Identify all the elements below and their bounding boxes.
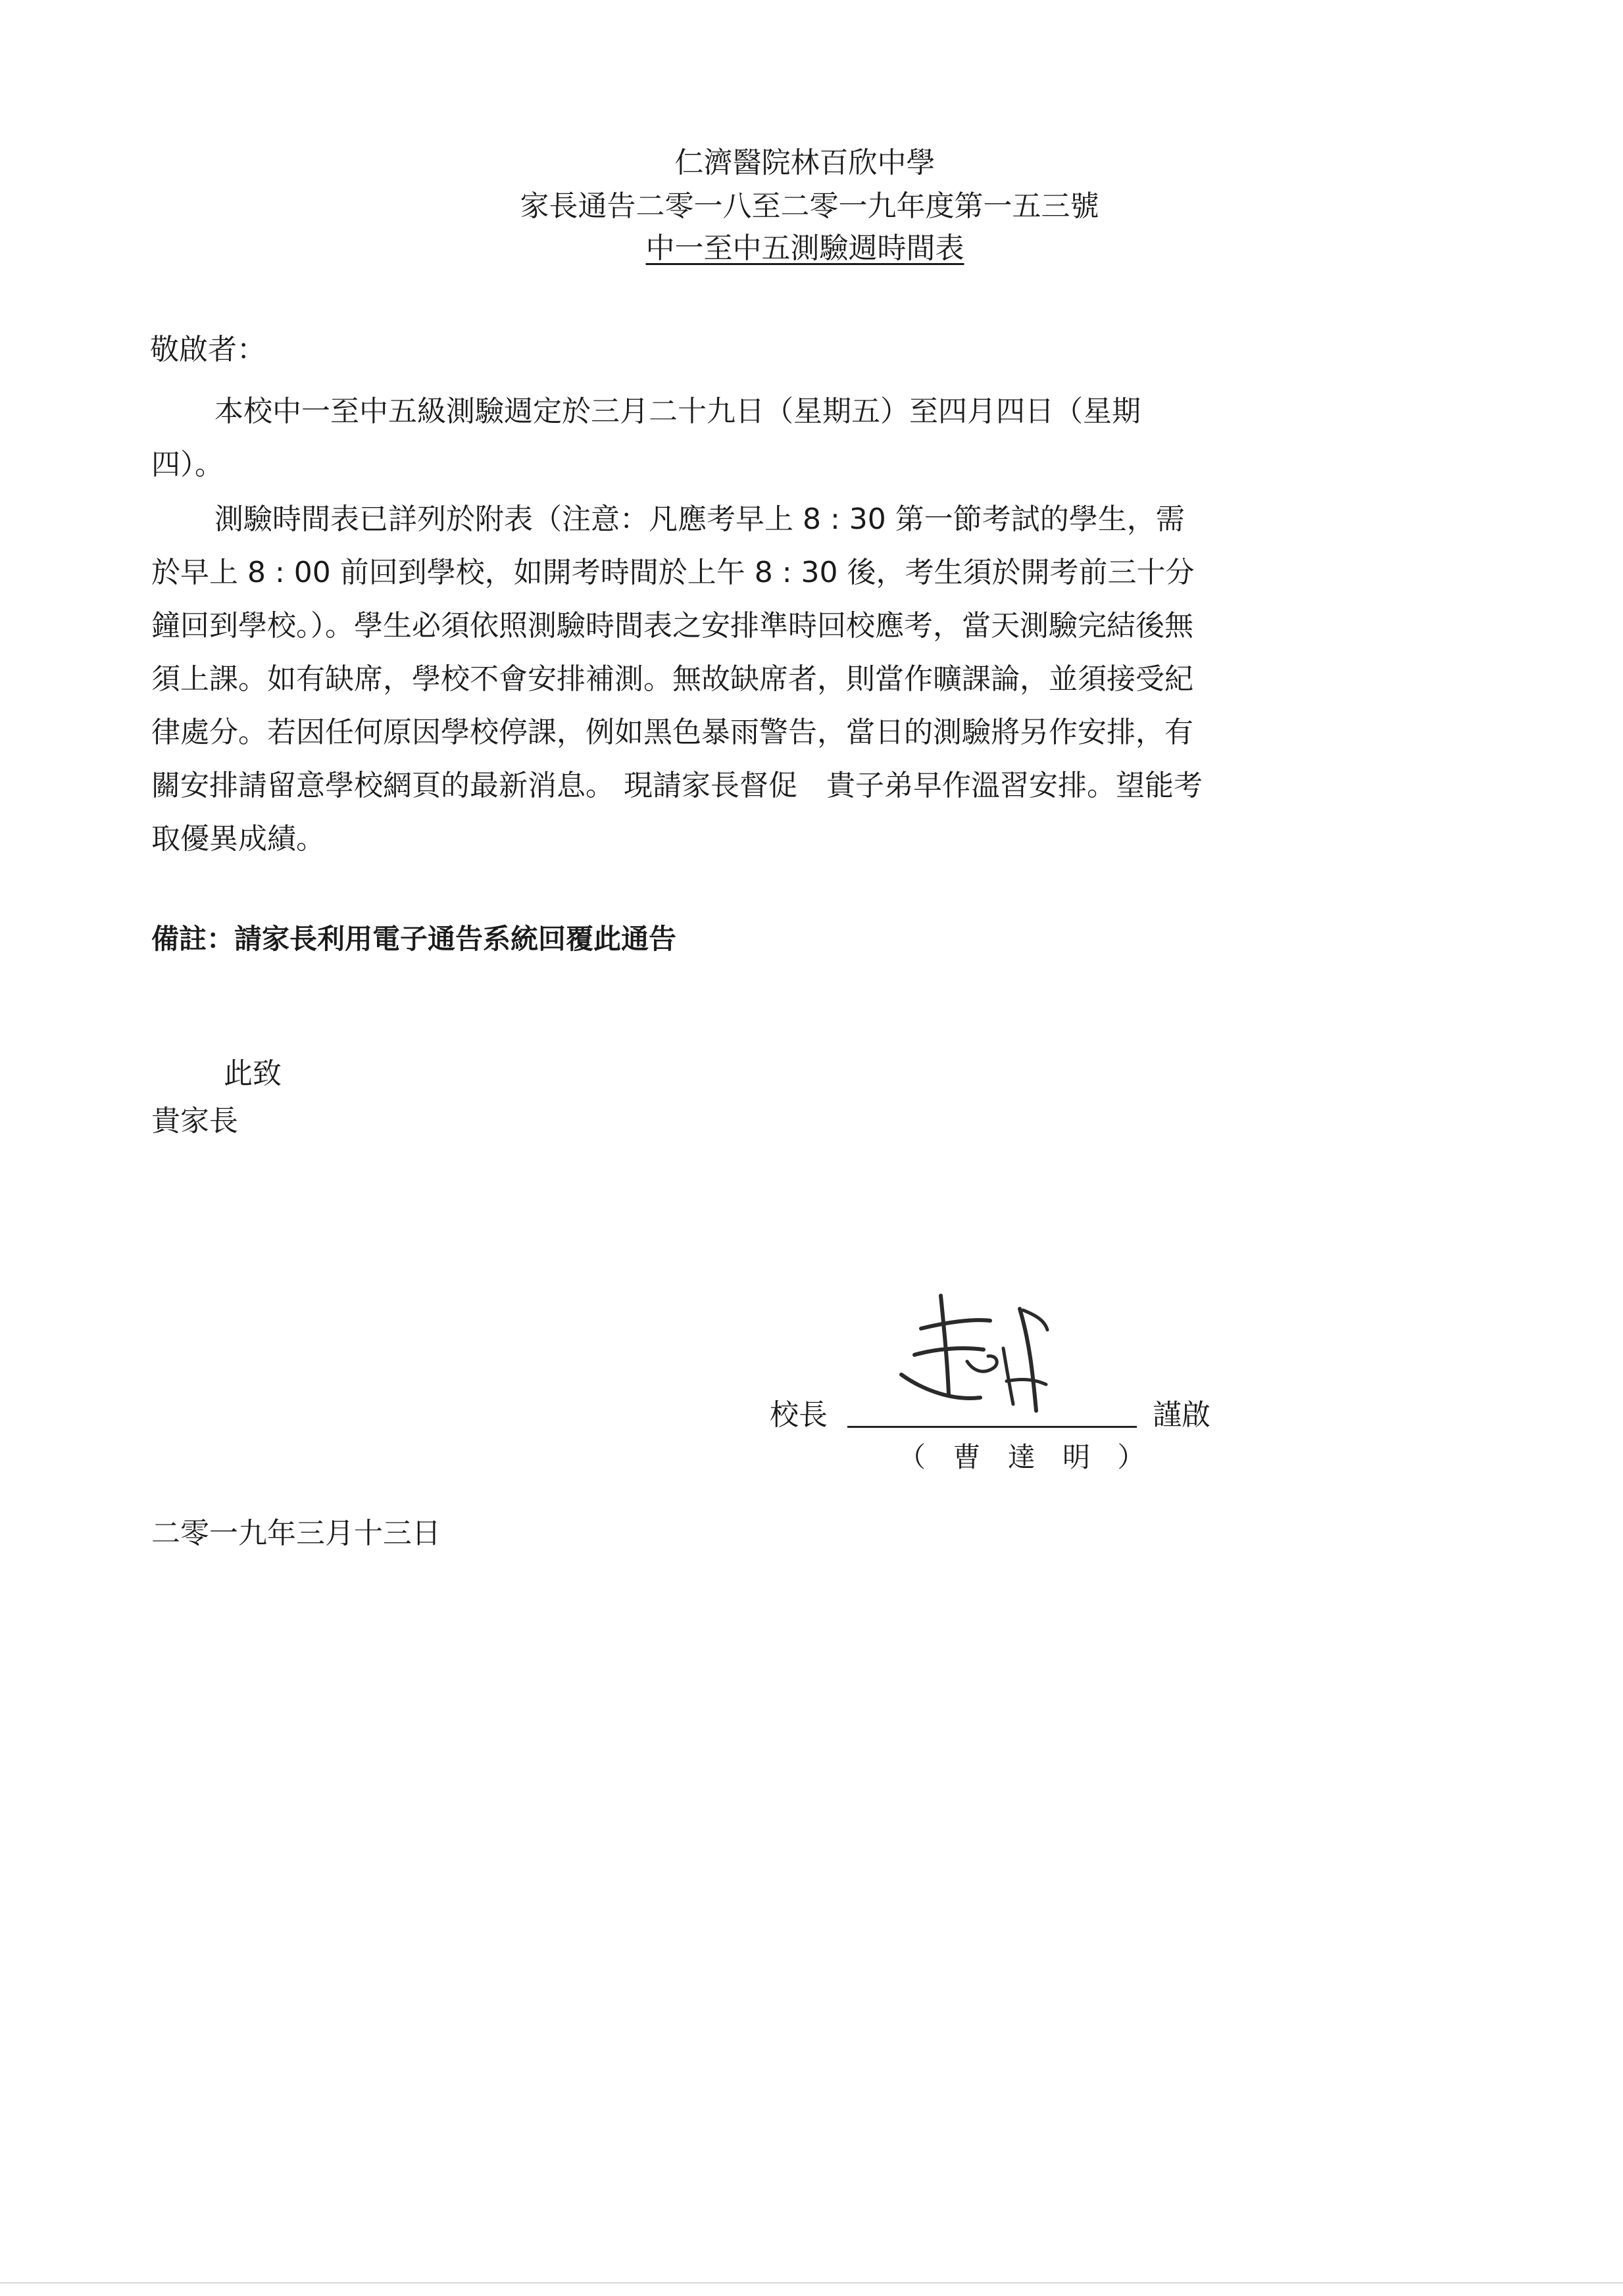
notice-title: 中一至中五測驗週時間表 [645,232,964,265]
handwritten-signature [875,1269,1072,1434]
principal-name: （ 曹 達 明 ） [898,1441,1155,1473]
closing-line-1: 此致 [224,1057,282,1090]
notice-date: 二零一九年三月十三日 [151,1517,441,1550]
salutation: 敬啟者： [150,333,266,366]
remark-note: 備註：請家長利用電子通告系統回覆此通告 [151,923,677,955]
school-name: 仁濟醫院林百欣中學 [674,146,936,180]
notice-title-wrapper [0,229,1616,268]
scan-edge-line [0,2282,1623,2284]
body-paragraph-1: 本校中一至中五級測驗週定於三月二十九日（星期五）至四月四日（星期四）。 [151,395,1141,481]
notice-number: 家長通告二零一八至二零一九年度第一五三號 [520,189,1099,223]
principal-label: 校長 [770,1398,828,1432]
signoff: 謹啟 [1153,1398,1211,1432]
closing-line-2: 貴家長 [151,1104,238,1138]
body-paragraph-2: 測驗時間表已詳列於附表（注意：凡應考早上 8 : 30 第一節考試的學生，需於早上 8 : 00 前回到學校，如開考時間於上午 8 : 30 後，考生須於開考前三十分鐘回到學校。）。學生必須依照測驗時間表之安排準時回校應考，當天測驗完結後無須上課。如有缺席，學校不會安排補測。無故缺席者，則當作曠課論，並須接受紀律處分。若因任何原因學校停課，例如黑色暴雨警告，當日的測驗將另作安排，有關安排請留意學校網頁的最新消息。 現請家長督促 貴子弟早作溫習安排。望能考取優異成績。 [151,502,1203,856]
